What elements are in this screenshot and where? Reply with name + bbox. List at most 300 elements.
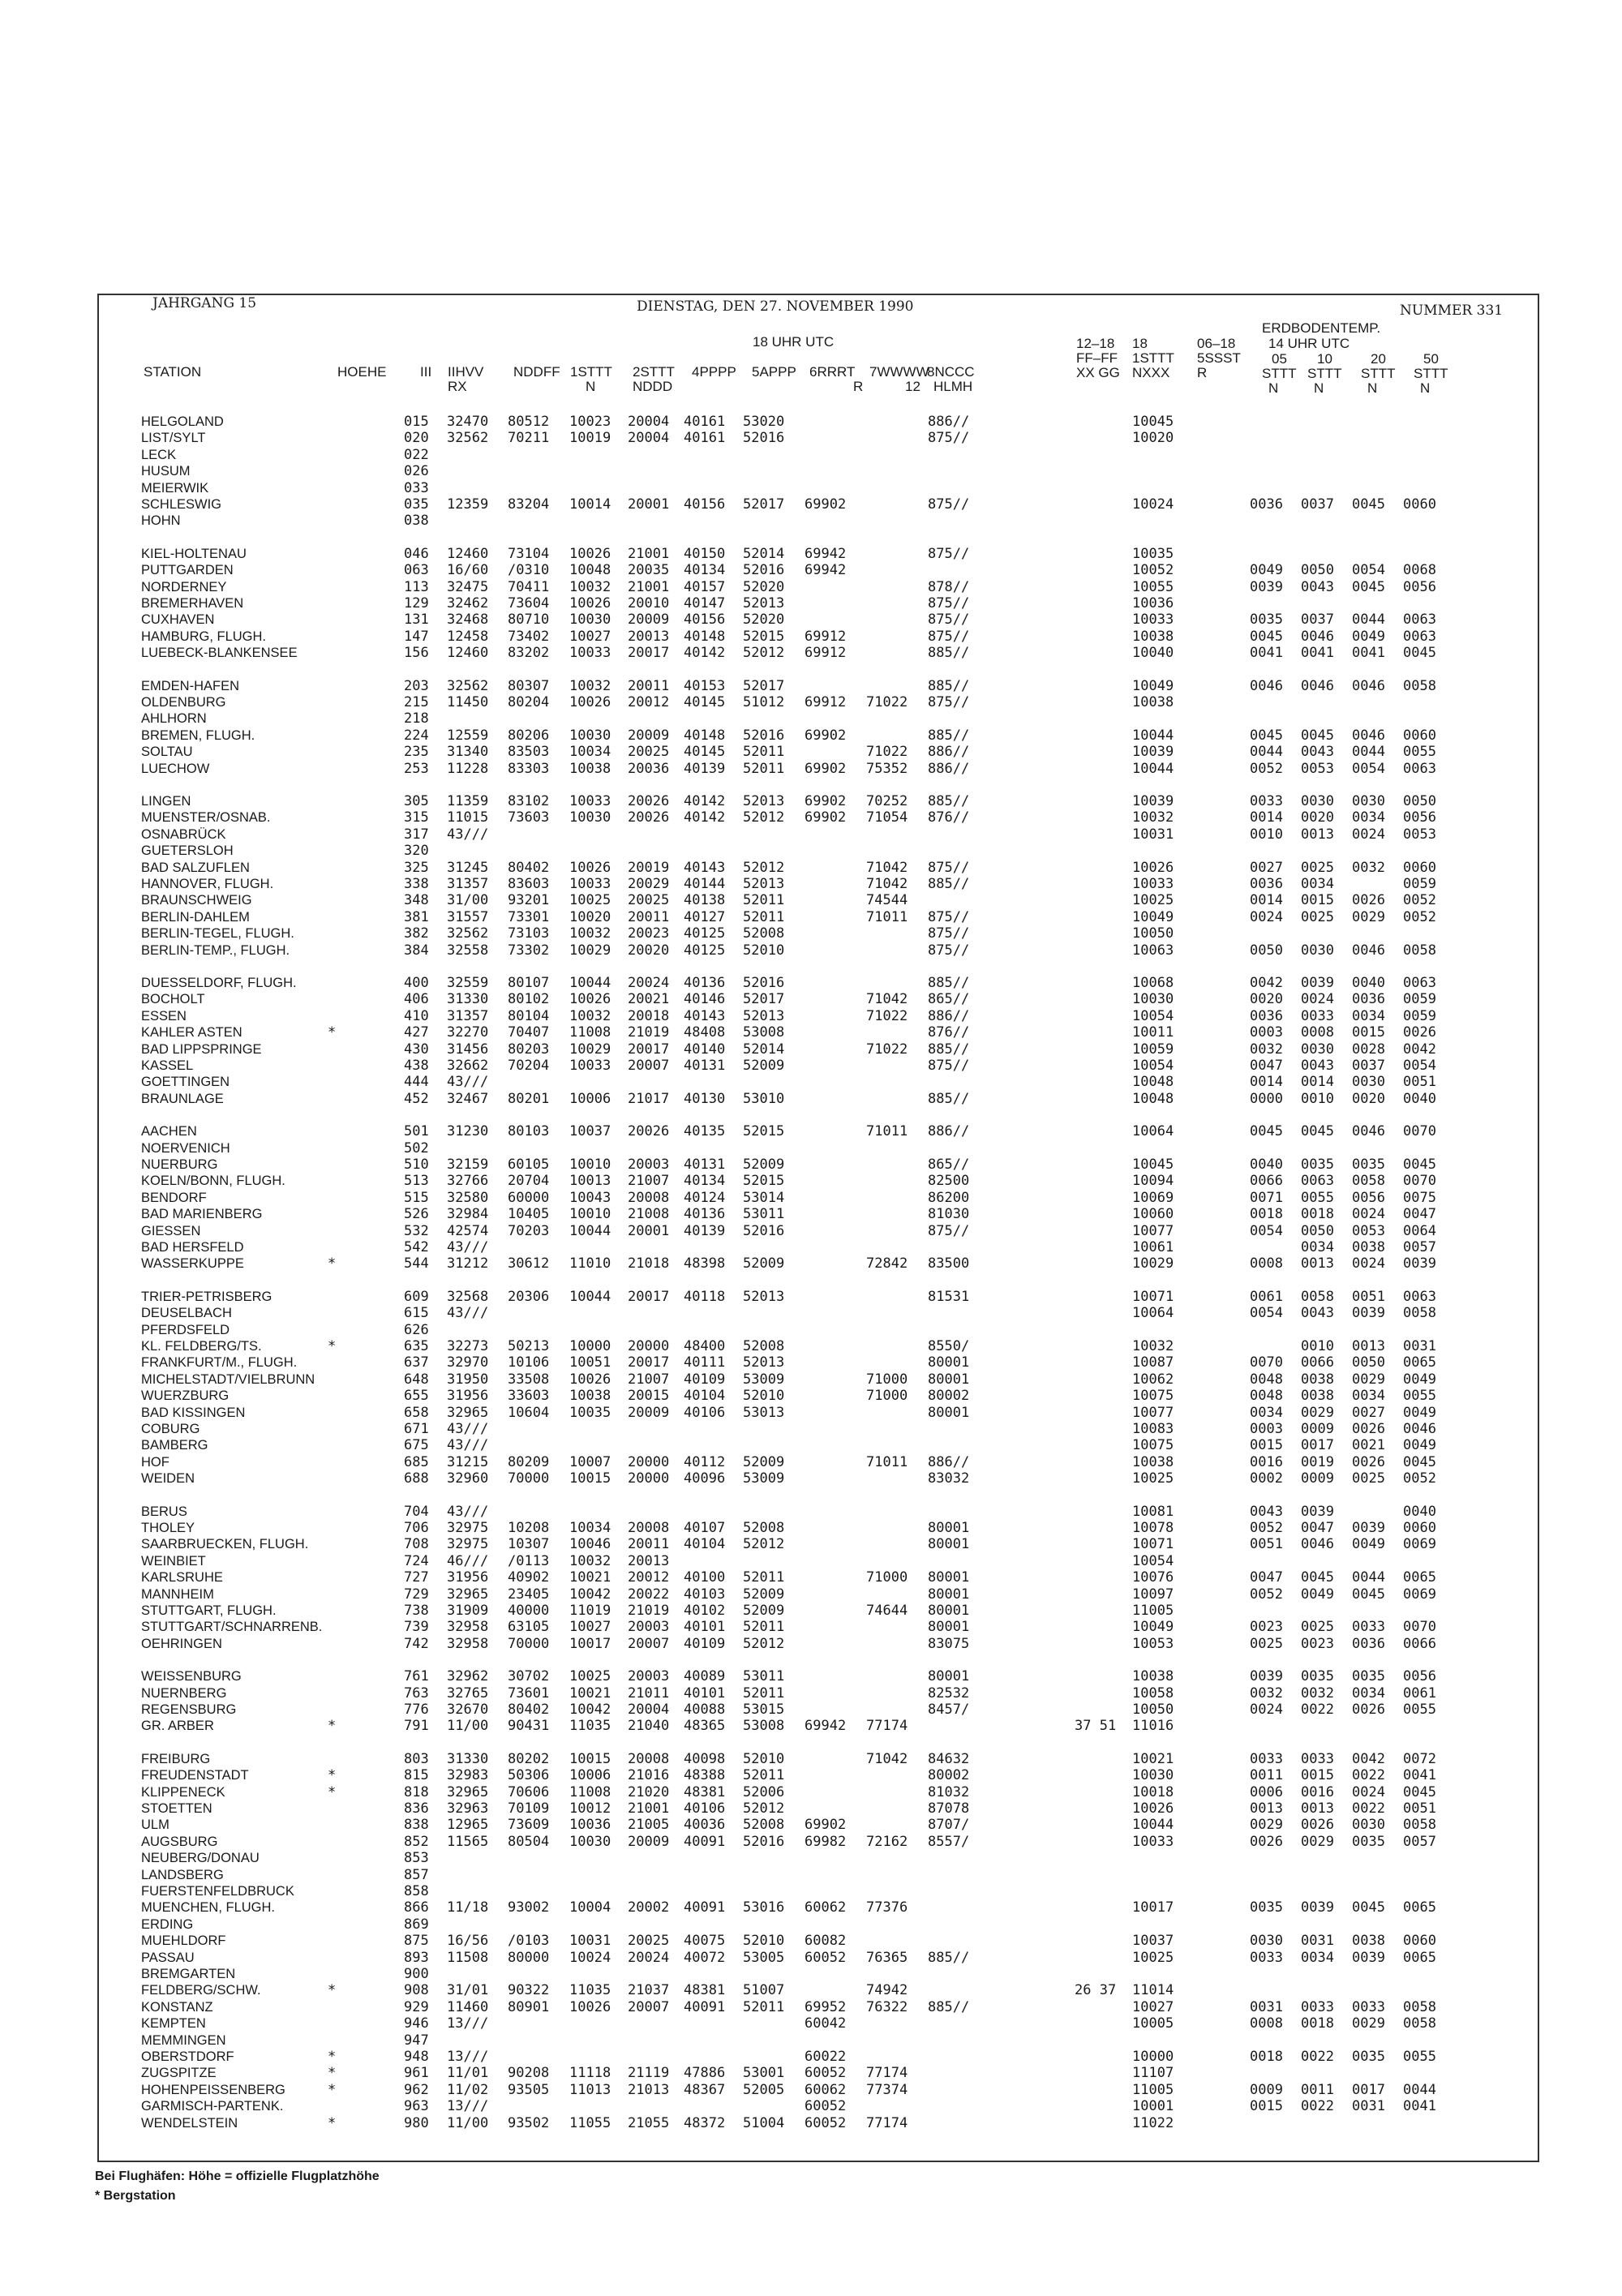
- station-id: 384: [404, 942, 429, 959]
- nddff: 80202: [508, 1751, 550, 1767]
- sttt18: 10032: [1132, 809, 1174, 826]
- nccc8: 82500: [928, 1173, 970, 1189]
- pppp4: 40106: [684, 1405, 726, 1421]
- appp5: 52008: [743, 925, 785, 942]
- pppp4: 40142: [684, 793, 726, 809]
- temp-50: 0045: [1403, 1157, 1436, 1173]
- nccc8: 875//: [928, 860, 970, 876]
- station-name: MEMMINGEN: [141, 2033, 226, 2048]
- pppp4: 40144: [684, 876, 726, 892]
- station-name: LUEBECK-BLANKENSEE: [141, 646, 298, 660]
- pppp4: 40107: [684, 1520, 726, 1536]
- wwww7: 71042: [866, 860, 908, 876]
- temp-20: 0034: [1352, 1685, 1385, 1702]
- sttt1: 10032: [569, 925, 611, 942]
- temp-05: 0011: [1250, 1767, 1283, 1783]
- wwww7: 71000: [866, 1388, 908, 1404]
- ihvv: 32467: [447, 1091, 489, 1107]
- temp-10: 0037: [1301, 612, 1334, 628]
- temp-50: 0049: [1403, 1437, 1436, 1453]
- nccc8: 80001: [928, 1354, 970, 1371]
- temp-20: 0029: [1352, 2015, 1385, 2032]
- nddff: 50213: [508, 1338, 550, 1354]
- appp5: 52012: [743, 1536, 785, 1552]
- sttt1: 10034: [569, 744, 611, 760]
- pppp4: 48398: [684, 1255, 726, 1272]
- wwww7: 71000: [866, 1569, 908, 1586]
- sttt1: 10026: [569, 1999, 611, 2015]
- ihvv: 12460: [447, 645, 489, 661]
- temp-50: 0045: [1403, 1784, 1436, 1800]
- station-id: 900: [404, 1966, 429, 1982]
- nddff: 30702: [508, 1668, 550, 1684]
- temp-50: 0046: [1403, 1421, 1436, 1437]
- station-name: AACHEN: [141, 1124, 197, 1139]
- header-18-0: 18: [1132, 336, 1148, 351]
- temp-10: 0050: [1301, 562, 1334, 578]
- ihvv: 32559: [447, 975, 489, 991]
- sttt18: 10060: [1132, 1206, 1174, 1222]
- sttt1: 10043: [569, 1190, 611, 1206]
- temp-50: 0070: [1403, 1619, 1436, 1635]
- temp-20: 0017: [1352, 2082, 1385, 2098]
- temp-50: 0063: [1403, 975, 1436, 991]
- sttt2: 21019: [628, 1024, 670, 1041]
- station-name: GOETTINGEN: [141, 1075, 230, 1089]
- ihvv: 31456: [447, 1041, 489, 1058]
- station-id: 706: [404, 1520, 429, 1536]
- nddff: 30612: [508, 1255, 550, 1272]
- sttt1: 10021: [569, 1685, 611, 1702]
- sttt18: 10048: [1132, 1074, 1174, 1090]
- station-name: MUENSTER/OSNAB.: [141, 810, 271, 825]
- temp-10: 0018: [1301, 1206, 1334, 1222]
- temp-10: 0030: [1301, 1041, 1334, 1058]
- temp-10: 0009: [1301, 1470, 1334, 1487]
- temp-10: 0045: [1301, 727, 1334, 744]
- sttt2: 20004: [628, 414, 670, 430]
- nddff: 50306: [508, 1767, 550, 1783]
- nccc8: 80001: [928, 1371, 970, 1388]
- sttt1: 10033: [569, 876, 611, 892]
- nddff: 80203: [508, 1041, 550, 1058]
- ihvv: 31950: [447, 1371, 489, 1388]
- temp-50: 0069: [1403, 1536, 1436, 1552]
- temp-05: 0043: [1250, 1504, 1283, 1520]
- pppp4: 40150: [684, 546, 726, 562]
- appp5: 52009: [743, 1255, 785, 1272]
- header-06-18-0: 06–18: [1197, 336, 1236, 351]
- nccc8: 885//: [928, 645, 970, 661]
- ihvv: 42574: [447, 1223, 489, 1239]
- temp-20: 0041: [1352, 645, 1385, 661]
- issue-date: DIENSTAG, DEN 27. NOVEMBER 1990: [637, 298, 914, 315]
- sttt18: 10097: [1132, 1586, 1174, 1603]
- header-8nccc-1: HLMH: [933, 379, 973, 394]
- appp5: 52016: [743, 727, 785, 744]
- temp-10: 0015: [1301, 892, 1334, 908]
- sttt18: 10038: [1132, 694, 1174, 710]
- station-name: KIEL-HOLTENAU: [141, 547, 247, 561]
- nddff: 70606: [508, 1784, 550, 1800]
- sttt18: 10050: [1132, 925, 1174, 942]
- station-id: 858: [404, 1883, 429, 1899]
- header-18-1: 1STTT: [1132, 350, 1174, 366]
- station-id: 946: [404, 2015, 429, 2032]
- temp-10: 0039: [1301, 1504, 1334, 1520]
- nddff: 80107: [508, 975, 550, 991]
- station-name: GR. ARBER: [141, 1719, 214, 1733]
- appp5: 51007: [743, 1982, 785, 1998]
- pppp4: 40139: [684, 761, 726, 777]
- temp-10: 0045: [1301, 1569, 1334, 1586]
- nccc8: 80001: [928, 1586, 970, 1603]
- temp-20: 0030: [1352, 1817, 1385, 1833]
- nddff: 10604: [508, 1405, 550, 1421]
- station-name: WASSERKUPPE: [141, 1256, 244, 1271]
- sttt2: 20024: [628, 1950, 670, 1966]
- station-name: ESSEN: [141, 1009, 187, 1024]
- rrrt6: 69912: [805, 645, 847, 661]
- nddff: 70407: [508, 1024, 550, 1041]
- station-name: WUERZBURG: [141, 1388, 230, 1403]
- appp5: 53013: [743, 1405, 785, 1421]
- temp-50: 0045: [1403, 645, 1436, 661]
- temp-20: 0042: [1352, 1751, 1385, 1767]
- temp-10: 0058: [1301, 1289, 1334, 1305]
- temp-10: 0011: [1301, 2082, 1334, 2098]
- nccc8: 886//: [928, 761, 970, 777]
- sttt1: 10032: [569, 678, 611, 694]
- nddff: 73402: [508, 629, 550, 645]
- station-name: HOHENPEISSENBERG: [141, 2083, 285, 2097]
- station-name: MICHELSTADT/VIELBRUNN: [141, 1372, 315, 1387]
- ihvv: 11359: [447, 793, 489, 809]
- temp-20: 0033: [1352, 1619, 1385, 1635]
- appp5: 52013: [743, 595, 785, 612]
- station-name: ERDING: [141, 1917, 194, 1932]
- temp-20: 0046: [1352, 727, 1385, 744]
- station-id: 544: [404, 1255, 429, 1272]
- station-id: 427: [404, 1024, 429, 1041]
- station-name: MUENCHEN, FLUGH.: [141, 1900, 276, 1915]
- sttt2: 20025: [628, 1933, 670, 1949]
- sttt18: 10038: [1132, 1454, 1174, 1470]
- station-id: 635: [404, 1338, 429, 1354]
- temp-50: 0070: [1403, 1173, 1436, 1189]
- mountain-mark: *: [328, 1255, 337, 1272]
- station-name: FUERSTENFELDBRUCK: [141, 1884, 294, 1899]
- rrrt6: 69902: [805, 793, 847, 809]
- appp5: 52011: [743, 1767, 785, 1783]
- sttt1: 10042: [569, 1702, 611, 1718]
- appp5: 52011: [743, 744, 785, 760]
- nddff: 80206: [508, 727, 550, 744]
- temp-20: 0037: [1352, 1058, 1385, 1074]
- nccc8: 8550/: [928, 1338, 970, 1354]
- sttt1: 10026: [569, 860, 611, 876]
- station-name: BAD HERSFELD: [141, 1240, 244, 1255]
- temp-20: 0038: [1352, 1933, 1385, 1949]
- nddff: 90322: [508, 1982, 550, 1998]
- nccc8: 80001: [928, 1520, 970, 1536]
- station-name: HANNOVER, FLUGH.: [141, 877, 274, 891]
- temp-20: 0026: [1352, 1454, 1385, 1470]
- sttt18: 10075: [1132, 1388, 1174, 1404]
- wwww7: 77174: [866, 2115, 908, 2131]
- ihvv: 32468: [447, 612, 489, 628]
- sttt18: 10030: [1132, 991, 1174, 1007]
- station-name: HAMBURG, FLUGH.: [141, 629, 267, 644]
- station-id: 853: [404, 1850, 429, 1866]
- sttt1: 10032: [569, 579, 611, 595]
- header-10cm-2: N: [1314, 380, 1324, 396]
- nccc8: 82532: [928, 1685, 970, 1702]
- appp5: 52013: [743, 876, 785, 892]
- header-hoehe: HOEHE: [337, 364, 387, 380]
- sttt2: 20011: [628, 1536, 670, 1552]
- temp-10: 0034: [1301, 876, 1334, 892]
- ihvv: 31330: [447, 1751, 489, 1767]
- temp-10: 0033: [1301, 1751, 1334, 1767]
- station-name: GIESSEN: [141, 1224, 201, 1238]
- rrrt6: 60052: [805, 2115, 847, 2131]
- station-name: WEINBIET: [141, 1554, 206, 1569]
- ihvv: 32470: [447, 414, 489, 430]
- nccc8: 80001: [928, 1536, 970, 1552]
- ihvv: 31/00: [447, 892, 489, 908]
- station-name: BAMBERG: [141, 1438, 208, 1453]
- nccc8: 81032: [928, 1784, 970, 1800]
- appp5: 52020: [743, 579, 785, 595]
- temp-05: 0046: [1250, 678, 1283, 694]
- temp-20: 0050: [1352, 1354, 1385, 1371]
- sttt1: 10026: [569, 1371, 611, 1388]
- sttt1: 10006: [569, 1091, 611, 1107]
- ihvv: 12359: [447, 496, 489, 513]
- temp-10: 0033: [1301, 1999, 1334, 2015]
- station-id: 761: [404, 1668, 429, 1684]
- appp5: 53016: [743, 1899, 785, 1916]
- rrrt6: 60052: [805, 2065, 847, 2081]
- nddff: /0103: [508, 1933, 550, 1949]
- wwww7: 71022: [866, 694, 908, 710]
- header-20cm-1: STTT: [1361, 366, 1396, 381]
- sttt18: 10037: [1132, 1933, 1174, 1949]
- temp-10: 0045: [1301, 1123, 1334, 1139]
- nddff: 83603: [508, 876, 550, 892]
- sttt2: 20017: [628, 1354, 670, 1371]
- station-name: BREMERHAVEN: [141, 596, 244, 611]
- pppp4: 40106: [684, 1800, 726, 1817]
- header-6rrrt-0: 6RRRT: [809, 364, 856, 380]
- pppp4: 40161: [684, 430, 726, 446]
- nccc8: 83032: [928, 1470, 970, 1487]
- sttt2: 20036: [628, 761, 670, 777]
- temp-10: 0016: [1301, 1784, 1334, 1800]
- sttt18: 10025: [1132, 892, 1174, 908]
- station-name: KASSEL: [141, 1058, 194, 1073]
- appp5: 52010: [743, 1933, 785, 1949]
- sttt2: 21018: [628, 1255, 670, 1272]
- appp5: 52009: [743, 1603, 785, 1619]
- sttt18: 10063: [1132, 942, 1174, 959]
- station-name: MUEHLDORF: [141, 1933, 226, 1948]
- temp-50: 0063: [1403, 761, 1436, 777]
- nddff: 70411: [508, 579, 550, 595]
- pppp4: 47886: [684, 2065, 726, 2081]
- sttt1: 10030: [569, 612, 611, 628]
- sttt18: 10049: [1132, 909, 1174, 925]
- station-id: 685: [404, 1454, 429, 1470]
- ihvv: 32984: [447, 1206, 489, 1222]
- temp-10: 0066: [1301, 1354, 1334, 1371]
- sttt1: 11019: [569, 1603, 611, 1619]
- nccc8: 885//: [928, 1041, 970, 1058]
- pppp4: 40098: [684, 1751, 726, 1767]
- station-name: LANDSBERG: [141, 1868, 224, 1882]
- appp5: 53008: [743, 1024, 785, 1041]
- temp-50: 0052: [1403, 909, 1436, 925]
- temp-10: 0013: [1301, 1255, 1334, 1272]
- nccc8: 80001: [928, 1603, 970, 1619]
- appp5: 52009: [743, 1454, 785, 1470]
- appp5: 52010: [743, 1751, 785, 1767]
- appp5: 52011: [743, 909, 785, 925]
- appp5: 52016: [743, 430, 785, 446]
- sttt18: 11005: [1132, 1603, 1174, 1619]
- station-name: COBURG: [141, 1422, 200, 1436]
- temp-05: 0013: [1250, 1800, 1283, 1817]
- temp-05: 0036: [1250, 876, 1283, 892]
- temp-50: 0040: [1403, 1091, 1436, 1107]
- temp-50: 0053: [1403, 826, 1436, 843]
- temp-05: 0018: [1250, 2049, 1283, 2065]
- rrrt6: 60042: [805, 2015, 847, 2032]
- sttt1: 10004: [569, 1899, 611, 1916]
- sttt18: 10071: [1132, 1289, 1174, 1305]
- station-id: 381: [404, 909, 429, 925]
- temp-10: 0037: [1301, 496, 1334, 513]
- sttt2: 20008: [628, 1520, 670, 1536]
- temp-20: 0034: [1352, 1388, 1385, 1404]
- nddff: 40000: [508, 1603, 550, 1619]
- pppp4: 40142: [684, 645, 726, 661]
- station-name: AUGSBURG: [141, 1835, 218, 1849]
- pppp4: 40124: [684, 1190, 726, 1206]
- appp5: 52013: [743, 793, 785, 809]
- nddff: 73603: [508, 809, 550, 826]
- sttt1: 11118: [569, 2065, 611, 2081]
- temp-50: 0065: [1403, 1569, 1436, 1586]
- nddff: 10208: [508, 1520, 550, 1536]
- appp5: 52012: [743, 1636, 785, 1652]
- sttt1: 11035: [569, 1718, 611, 1734]
- appp5: 53009: [743, 1371, 785, 1388]
- ihvv: 43///: [447, 1504, 489, 1520]
- nddff: 80209: [508, 1454, 550, 1470]
- station-id: 338: [404, 876, 429, 892]
- header-06-18-2: R: [1197, 365, 1208, 380]
- nddff: 73609: [508, 1817, 550, 1833]
- wwww7: 76322: [866, 1999, 908, 2015]
- temp-05: 0051: [1250, 1536, 1283, 1552]
- temp-50: 0063: [1403, 612, 1436, 628]
- temp-20: 0035: [1352, 1834, 1385, 1850]
- station-name: THOLEY: [141, 1521, 195, 1535]
- nccc8: 80001: [928, 1619, 970, 1635]
- appp5: 53011: [743, 1668, 785, 1684]
- nccc8: 885//: [928, 1950, 970, 1966]
- temp-10: 0050: [1301, 1223, 1334, 1239]
- temp-50: 0060: [1403, 727, 1436, 744]
- station-id: 033: [404, 480, 429, 496]
- appp5: 52008: [743, 1817, 785, 1833]
- rrrt6: 69912: [805, 629, 847, 645]
- sttt2: 20007: [628, 1999, 670, 2015]
- sttt2: 20003: [628, 1157, 670, 1173]
- sttt18: 10083: [1132, 1421, 1174, 1437]
- pppp4: 40134: [684, 1173, 726, 1189]
- temp-10: 0043: [1301, 744, 1334, 760]
- nccc8: 875//: [928, 496, 970, 513]
- sttt2: 20012: [628, 1569, 670, 1586]
- sttt18: 11014: [1132, 1982, 1174, 1998]
- temp-10: 0039: [1301, 1899, 1334, 1916]
- nddff: 70203: [508, 1223, 550, 1239]
- nddff: 60000: [508, 1190, 550, 1206]
- rrrt6: 69942: [805, 1718, 847, 1734]
- appp5: 52015: [743, 1123, 785, 1139]
- nddff: 80104: [508, 1008, 550, 1024]
- nddff: 33508: [508, 1371, 550, 1388]
- sttt18: 10054: [1132, 1553, 1174, 1569]
- sttt18: 10005: [1132, 2015, 1174, 2032]
- temp-10: 0055: [1301, 1190, 1334, 1206]
- temp-10: 0020: [1301, 809, 1334, 826]
- sttt2: 20020: [628, 942, 670, 959]
- station-id: 724: [404, 1553, 429, 1569]
- station-id: 542: [404, 1239, 429, 1255]
- ihvv: 32568: [447, 1289, 489, 1305]
- station-id: 253: [404, 761, 429, 777]
- appp5: 52013: [743, 1289, 785, 1305]
- station-name: HELGOLAND: [141, 414, 224, 429]
- temp-20: 0039: [1352, 1520, 1385, 1536]
- pppp4: 40111: [684, 1354, 726, 1371]
- ihvv: 32662: [447, 1058, 489, 1074]
- station-name: STUTTGART, FLUGH.: [141, 1603, 277, 1618]
- ihvv: 43///: [447, 1074, 489, 1090]
- temp-20: 0036: [1352, 991, 1385, 1007]
- sttt1: 10026: [569, 991, 611, 1007]
- station-name: PFERDSFELD: [141, 1323, 230, 1337]
- temp-05: 0014: [1250, 892, 1283, 908]
- nccc8: 886//: [928, 1454, 970, 1470]
- station-name: WEISSENBURG: [141, 1669, 242, 1684]
- temp-10: 0009: [1301, 1421, 1334, 1437]
- station-name: SOLTAU: [141, 745, 193, 759]
- pppp4: 40146: [684, 991, 726, 1007]
- temp-10: 0013: [1301, 1800, 1334, 1817]
- temp-10: 0046: [1301, 629, 1334, 645]
- appp5: 52015: [743, 629, 785, 645]
- temp-10: 0025: [1301, 909, 1334, 925]
- temp-10: 0029: [1301, 1405, 1334, 1421]
- sttt18: 10059: [1132, 1041, 1174, 1058]
- temp-50: 0049: [1403, 1405, 1436, 1421]
- temp-20: 0044: [1352, 744, 1385, 760]
